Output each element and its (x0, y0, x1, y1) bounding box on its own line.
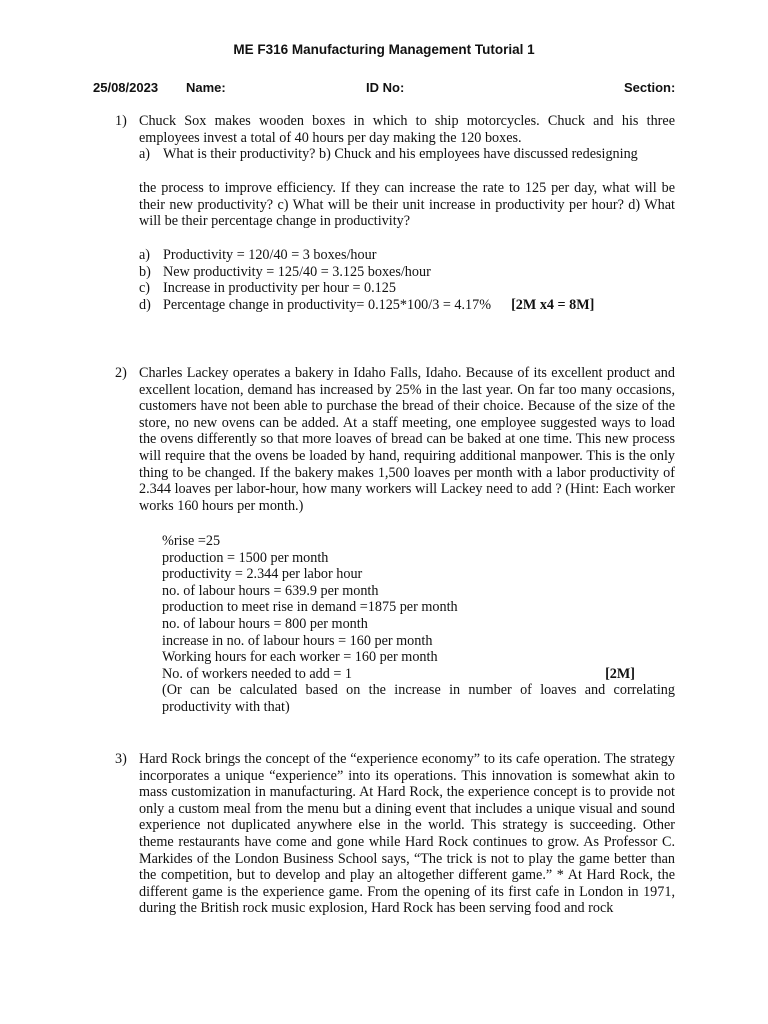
answer-text: Productivity = 120/40 = 3 boxes/hour (163, 247, 377, 263)
answer-row (139, 280, 675, 297)
question-3 (115, 751, 675, 917)
answer-label: d) (139, 296, 151, 313)
date-label: 25/08/2023 (93, 80, 159, 95)
answer-text: New productivity = 125/40 = 3.125 boxes/hour (163, 263, 431, 280)
calc-line: no. of labour hours = 800 per month (162, 615, 368, 632)
calc-line: production to meet rise in demand =1875 per month (162, 599, 458, 616)
calc-line: no. of labour hours = 639.9 per month (162, 582, 379, 599)
workers-line (162, 666, 675, 683)
question-text: Charles Lackey operates a bakery in Idaho Falls, Idaho. Because of its excellent product and excellent location, demand has increased by 25% in the last year. On far too many occasions, customers have not been able to purchase the bread of their choice. Because of the size of the store, no new ovens can be added. At a staff meeting, one employee suggested ways to load the ovens differently so that more loaves of bread can be baked at one time. This new process will require that the ovens be loaded by hand, requiring additional manpower. This is the only thing to be changed. If the bakery makes 1,500 loaves per month with a labor productivity of 2.344 loaves per labor-hour, how many workers will Lackey need to add ? (Hint: Each worker works 160 hours per month.) (139, 365, 675, 514)
name-label: Name: (186, 80, 226, 95)
continuation-text: the process to improve efficiency. If they can increase the rate to 125 per day, what will be their new productivity? c) What will be their unit increase in productivity per hour? d) What will be their percentage change in productivity? (139, 180, 675, 230)
marks-label: [2M x4 = 8M] (511, 296, 595, 313)
question-1-continuation (139, 180, 675, 230)
note-text: (Or can be calculated based on the increase in number of loaves and correlating productivity with that) (162, 682, 675, 715)
calc-line: production = 1500 per month (162, 549, 329, 566)
calc-line: increase in no. of labour hours = 160 per month (162, 632, 433, 649)
answer-label: a) (139, 247, 151, 263)
answer-text: Increase in productivity per hour = 0.125 (163, 280, 396, 297)
calc-line: Working hours for each worker = 160 per month (162, 649, 438, 666)
calc-line: No. of workers needed to add = 1 (162, 665, 353, 682)
answer-2-calculation (162, 533, 675, 716)
calc-line: productivity = 2.344 per labor hour (162, 566, 363, 583)
answer-label: b) (139, 263, 151, 280)
answer-row (139, 297, 675, 314)
page-title: ME F316 Manufacturing Management Tutorial 1 (233, 42, 535, 57)
answer-text: Percentage change in productivity= 0.125*100/3 = 4.17% (163, 296, 492, 313)
subpart-label: a) (139, 146, 151, 163)
question-subpart (139, 146, 675, 163)
calc-line: %rise =25 (162, 533, 221, 549)
question-2 (115, 365, 675, 514)
answer-1 (139, 247, 675, 313)
question-text: Chuck Sox makes wooden boxes in which to ship motorcycles. Chuck and his three employees invest a total of 40 hours per day making the 120 boxes. (139, 113, 675, 146)
subpart-text: What is their productivity? b) Chuck and his employees have discussed redesigning (163, 146, 638, 163)
question-1 (115, 113, 675, 163)
answer-label: c) (139, 280, 151, 297)
question-number: 2) (115, 365, 127, 381)
answer-row (139, 247, 675, 264)
question-number: 3) (115, 751, 127, 767)
marks-label: [2M] (605, 665, 635, 682)
id-label: ID No: (366, 80, 405, 95)
section-label: Section: (624, 80, 676, 95)
question-number: 1) (115, 113, 127, 129)
answer-row (139, 264, 675, 281)
question-text: Hard Rock brings the concept of the “experience economy” to its cafe operation. The strategy incorporates a unique “experience” into its operations. This innovation is somewhat akin to mass customization in manufacturing. At Hard Rock, the experience concept is to provide not only a custom meal from the menu but a dining event that includes a unique visual and sound experience not duplicated anywhere else in the world. This strategy is succeeding. Other theme restaurants have come and gone while Hard Rock continues to grow. As Professor C. Markides of the London Business School says, “The trick is not to play the game better than the competition, but to develop and play an altogether different game.” * At Hard Rock, the different game is the experience game. From the opening of its first cafe in London in 1971, during the British rock music explosion, Hard Rock has been serving food and rock (139, 751, 675, 917)
